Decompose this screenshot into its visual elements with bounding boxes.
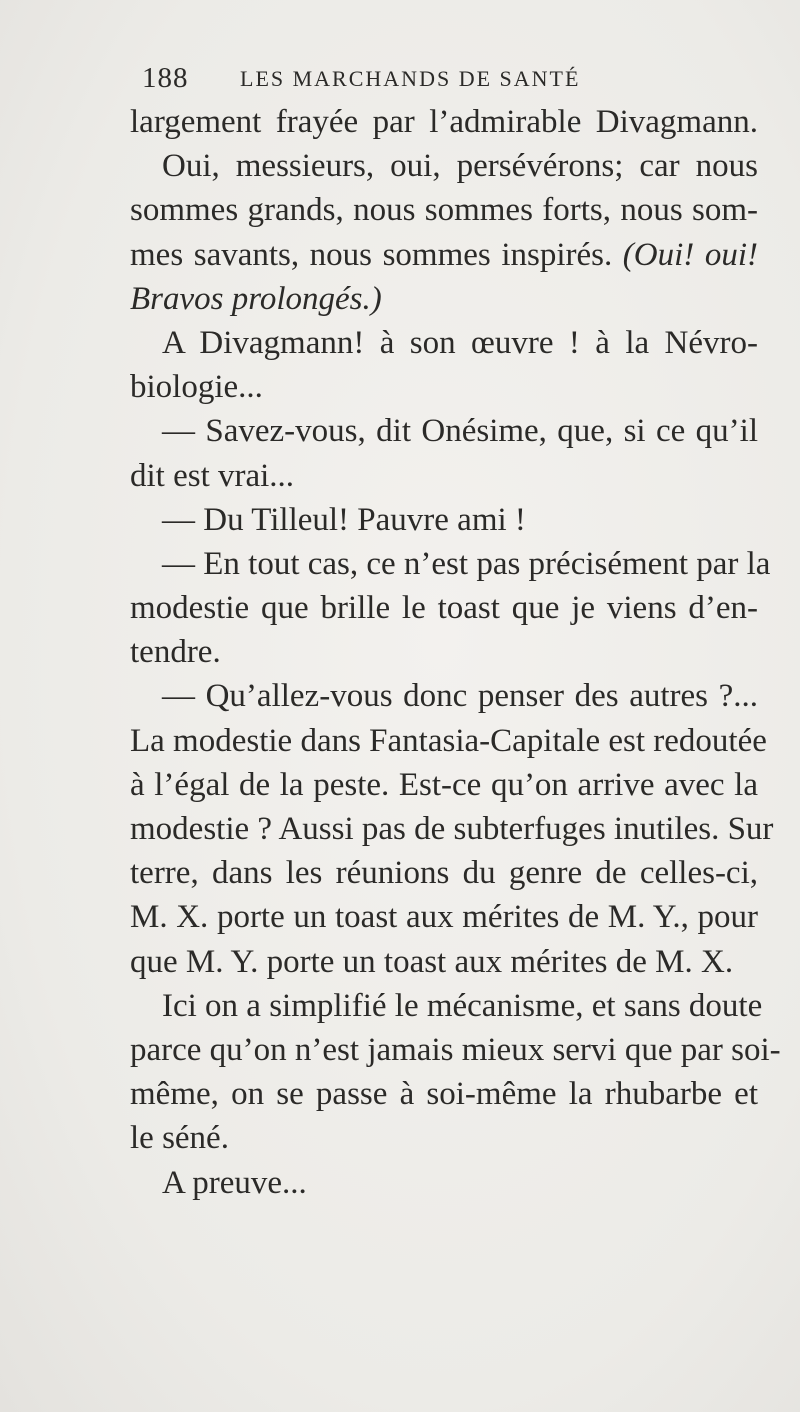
- text-line: modestie ? Aussi pas de subterfuges inutiles. Sur: [130, 811, 774, 847]
- text-line: largement frayée par l’admirable Divagmann.: [130, 104, 758, 140]
- text-line: terre, dans les réunions du genre de celles-ci,: [130, 855, 758, 892]
- text-line: — Qu’allez-vous donc penser des autres ?...: [162, 678, 758, 715]
- running-head: LES MARCHANDS DE SANTÉ: [240, 66, 581, 91]
- text-line: modestie que brille le toast que je viens d’en-: [130, 590, 758, 627]
- text-line: tendre.: [130, 634, 221, 671]
- text-line: [130, 277, 758, 321]
- text-line: le séné.: [130, 1120, 229, 1157]
- italic-aside: (Oui! oui!: [622, 236, 758, 273]
- text-line: à l’égal de la peste. Est-ce qu’on arrive avec la: [130, 766, 758, 803]
- text-line: La modestie dans Fantasia-Capitale est redoutée: [130, 722, 767, 759]
- text-line: parce qu’on n’est jamais mieux servi que par soi-: [130, 1031, 781, 1068]
- text-line: A Divagmann! à son œuvre ! à la Névro-: [162, 324, 758, 361]
- text-line: sommes grands, nous sommes forts, nous som-: [130, 192, 758, 229]
- italic-aside: Bravos prolongés.): [130, 280, 382, 317]
- page-header: [142, 62, 762, 102]
- text-line: — Savez-vous, dit Onésime, que, si ce qu’il: [162, 413, 758, 450]
- page-number: 188: [142, 62, 189, 94]
- text-line: — En tout cas, ce n’est pas précisément par la: [162, 545, 771, 582]
- text-line: M. X. porte un toast aux mérites de M. Y., pour: [130, 899, 758, 936]
- text-line: [130, 233, 758, 277]
- text-line-roman: mes savants, nous sommes inspirés.: [130, 236, 613, 273]
- text-line: dit est vrai...: [130, 457, 295, 494]
- text-line: Oui, messieurs, oui, persévérons; car nous: [162, 148, 758, 185]
- body-text: [130, 100, 781, 1205]
- text-line: A preuve...: [162, 1164, 307, 1201]
- text-line: Ici on a simplifié le mécanisme, et sans doute: [162, 987, 763, 1024]
- text-line: biologie...: [130, 369, 263, 406]
- text-line: même, on se passe à soi-même la rhubarbe et: [130, 1076, 758, 1113]
- text-line: que M. Y. porte un toast aux mérites de M. X.: [130, 943, 734, 980]
- text-line: — Du Tilleul! Pauvre ami !: [162, 501, 526, 538]
